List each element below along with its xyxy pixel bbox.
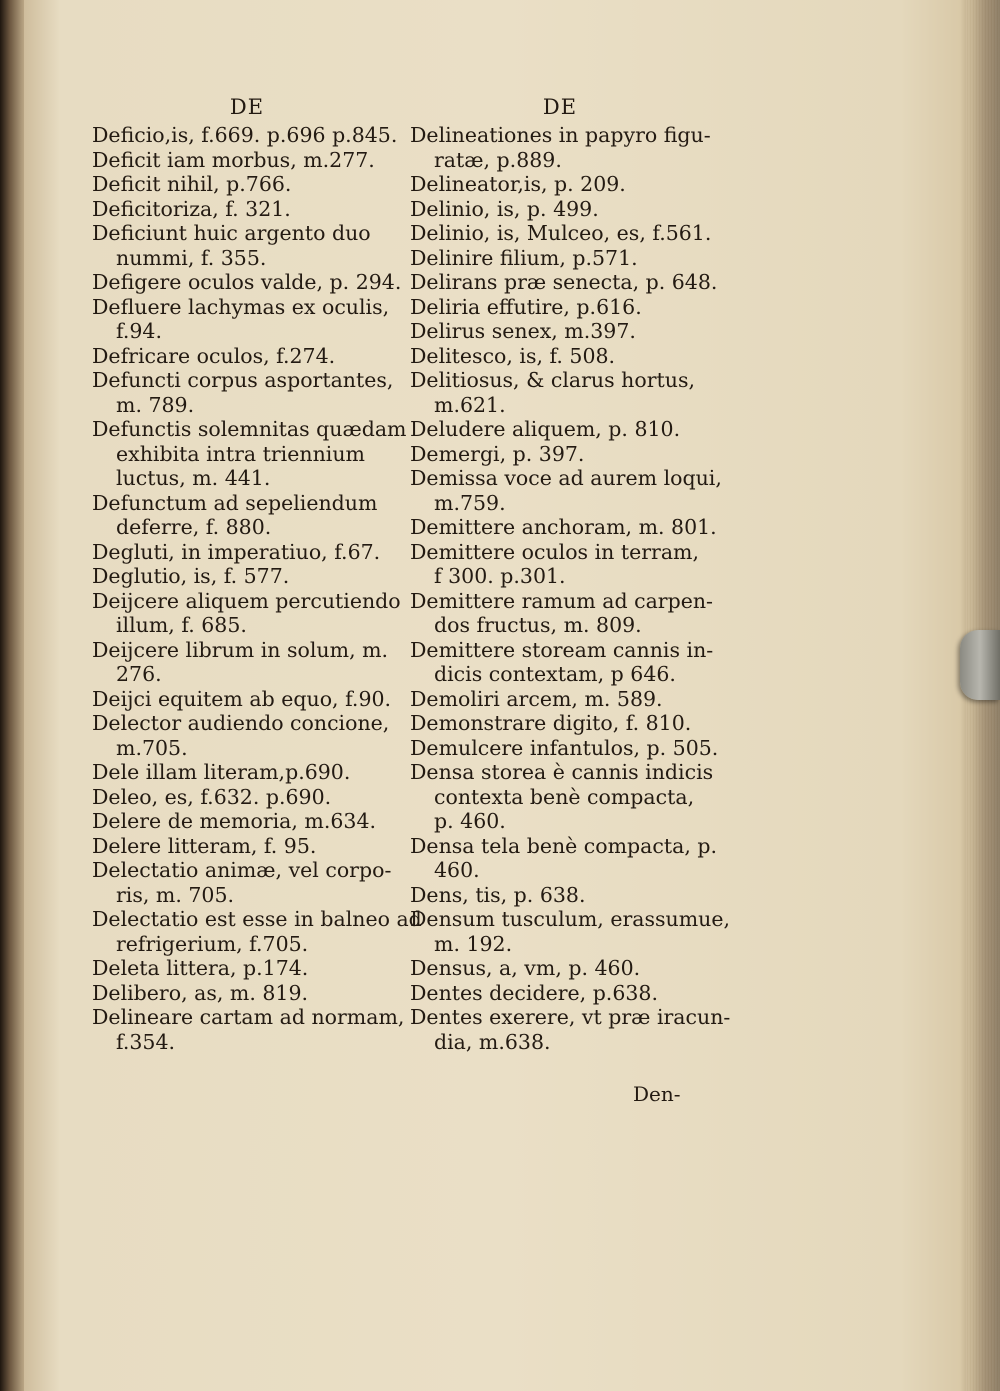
dictionary-entry: Deijcere librum in solum, m. [92,637,389,662]
dictionary-entry: Demergi, p. 397. [410,441,585,466]
dictionary-entry: 460. [434,858,480,882]
dictionary-entry: Deglutio, is, f. 577. [92,564,290,588]
left-column [92,95,422,1054]
dictionary-entry: Demittere ramum ad carpen- [410,588,713,613]
dictionary-entry: contexta benè compacta, [434,784,695,809]
dictionary-entry: Dentes exerere, vt præ iracun- [410,1005,731,1029]
dictionary-entry: Deludere aliquem, p. 810. [410,417,681,441]
dictionary-entry: nummi, f. 355. [116,245,267,270]
dictionary-entry: Delineationes in papyro figu- [410,123,711,147]
dictionary-entry: Deleo, es, f.632. p.690. [92,784,332,809]
dictionary-entry: Dele illam literam,p.690. [92,760,351,784]
dictionary-entry: Demoliri arcem, m. 589. [410,686,663,711]
dictionary-entry: Delere de memoria, m.634. [92,809,377,833]
dictionary-entry: Delibero, as, m. 819. [92,980,309,1005]
dictionary-entry: Deficio,is, f.669. p.696 p.845. [92,123,398,147]
dictionary-entry: Delector audiendo concione, [92,711,390,735]
dictionary-entry: Densa storea è cannis indicis [410,760,714,784]
dictionary-entry: Deliria effutire, p.616. [410,294,642,319]
dictionary-entry: Delinio, is, p. 499. [410,196,599,221]
dictionary-entry: Delitesco, is, f. 508. [410,343,616,368]
book-gutter [0,0,24,1391]
right-entry-list [410,123,731,1054]
dictionary-entry: luctus, m. 441. [116,466,271,490]
dictionary-entry: Deficit iam morbus, m.277. [92,147,375,172]
dictionary-entry: m. 789. [116,392,195,417]
dictionary-entry: Demissa voce ad aurem loqui, [410,466,722,490]
dictionary-entry: Delinio, is, Mulceo, es, f.561. [410,221,712,245]
dictionary-entry: dos fructus, m. 809. [434,613,642,637]
dictionary-entry: p. 460. [434,809,506,833]
dictionary-entry: ris, m. 705. [116,882,235,907]
right-column [410,95,731,1054]
dictionary-entry: Delirus senex, m.397. [410,319,636,343]
dictionary-entry: Deijcere aliquem percutiendo [92,588,401,613]
dictionary-entry: Degluti, in imperatiuo, f.67. [92,539,381,564]
dictionary-entry: Delitiosus, & clarus hortus, [410,368,695,392]
dictionary-entry: Densum tusculum, erassumue, [410,907,731,931]
dictionary-entry: ratæ, p.889. [434,147,562,172]
dictionary-entry: Demulcere infantulos, p. 505. [410,735,719,760]
dictionary-entry: illum, f. 685. [116,613,247,637]
dictionary-entry: Deficiunt huic argento duo [92,221,371,245]
dictionary-entry: Delere litteram, f. 95. [92,833,317,858]
dictionary-entry: Delineare cartam ad normam, [92,1005,405,1029]
dictionary-entry: m. 192. [434,931,513,956]
dictionary-entry: Demittere stoream cannis in- [410,637,714,662]
dictionary-entry: Demittere oculos in terram, [410,539,700,564]
dictionary-entry: Demonstrare digito, f. 810. [410,711,692,735]
left-entry-list [92,123,422,1054]
dictionary-entry: Delectatio animæ, vel corpo- [92,858,392,882]
left-column-header: DE [229,95,265,119]
dictionary-entry: Defigere oculos valde, p. 294. [92,270,402,294]
dictionary-entry: Defluere lachymas ex oculis, [92,294,390,319]
dictionary-entry: Demittere anchoram, m. 801. [410,515,717,539]
dictionary-entry: deferre, f. 880. [116,515,272,539]
dictionary-entry: Dentes decidere, p.638. [410,980,658,1005]
dictionary-entry: Delinire filium, p.571. [410,245,638,270]
dictionary-entry: Densus, a, vm, p. 460. [410,956,641,980]
dictionary-entry: Deficit nihil, p.766. [92,172,292,196]
dictionary-entry: Delectatio est esse in balneo ad [92,907,422,931]
dictionary-entry: Dens, tis, p. 638. [410,882,586,907]
dictionary-entry: Defuncti corpus asportantes, [92,368,394,392]
dictionary-entry: Delirans præ senecta, p. 648. [410,270,718,294]
dictionary-entry: dia, m.638. [434,1029,551,1054]
right-column-header: DE [542,95,578,119]
dictionary-entry: m.621. [434,392,506,417]
page-clip-tab [960,630,1000,700]
catchword: Den- [633,1082,681,1106]
dictionary-entry: m.705. [116,735,188,760]
dictionary-entry: Defricare oculos, f.274. [92,343,336,368]
dictionary-entry: refrigerium, f.705. [116,931,309,956]
dictionary-entry: Defunctis solemnitas quædam [92,417,407,441]
dictionary-entry: m.759. [434,490,506,515]
dictionary-entry: Delineator,is, p. 209. [410,172,626,196]
dictionary-entry: f 300. p.301. [434,564,566,588]
dictionary-entry: Deijci equitem ab equo, f.90. [92,686,392,711]
dictionary-entry: Defunctum ad sepeliendum [92,490,378,515]
dictionary-entry: Densa tela benè compacta, p. [410,833,718,858]
dictionary-entry: f.354. [116,1029,176,1054]
dictionary-entry: exhibita intra triennium [116,441,365,466]
dictionary-entry: Deleta littera, p.174. [92,956,309,980]
dictionary-entry: Deficitoriza, f. 321. [92,196,291,221]
dictionary-entry: f.94. [116,319,162,343]
dictionary-entry: dicis contextam, p 646. [434,662,676,686]
dictionary-entry: 276. [116,662,162,686]
